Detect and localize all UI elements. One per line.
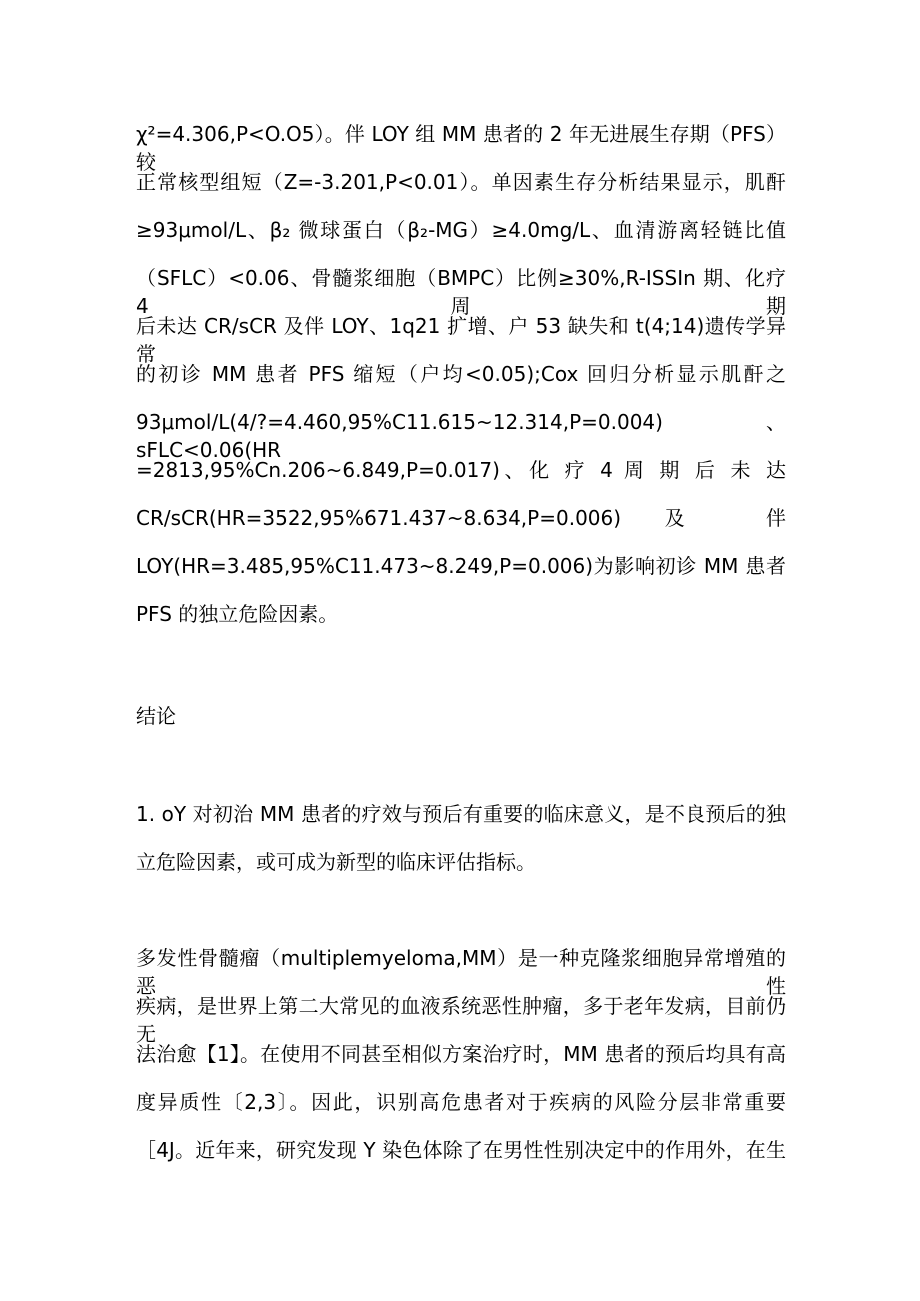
text-line: 93μmol/L(4/?=4.460,95%C11.615~12.314,P=0.004)、sFLC<0.06(HR bbox=[136, 410, 786, 462]
text-line: =2813,95%Cn.206~6.849,P=0.017)、化 疗 4 周 期 后 未 达 bbox=[136, 458, 786, 482]
text-line: 1. oY 对初治 MM 患者的疗效与预后有重要的临床意义，是不良预后的独 bbox=[136, 802, 786, 826]
section-heading-conclusion: 结论 bbox=[136, 704, 176, 728]
text-line: χ²=4.306,P<O.O5）。伴 LOY 组 MM 患者的 2 年无进展生存期（PFS）较 bbox=[136, 122, 786, 174]
text-line: （SFLC）<0.06、骨髓浆细胞（BMPC）比例≥30%,R-ISSIn 期、化疗 4 周期 bbox=[136, 266, 786, 318]
text-line: 的初诊 MM 患者 PFS 缩短（户均<0.05);Cox 回归分析显示肌酐之 bbox=[136, 362, 786, 386]
text-line: 疾病，是世界上第二大常见的血液系统恶性肿瘤，多于老年发病，目前仍无 bbox=[136, 994, 786, 1046]
text-line: LOY(HR=3.485,95%C11.473~8.249,P=0.006)为影响初诊 MM 患者 bbox=[136, 554, 786, 578]
text-line: 立危险因素，或可成为新型的临床评估指标。 bbox=[136, 850, 536, 874]
text-line: ［4J。近年来，研究发现 Y 染色体除了在男性性别决定中的作用外，在生 bbox=[136, 1138, 786, 1162]
text-line: 多发性骨髓瘤（multiplemyeloma,MM）是一种克隆浆细胞异常增殖的恶性 bbox=[136, 946, 786, 998]
text-line: 正常核型组短（Z=-3.201,P<0.01）。单因素生存分析结果显示，肌酐 bbox=[136, 170, 786, 194]
text-line: 法治愈【1】。在使用不同甚至相似方案治疗时，MM 患者的预后均具有高 bbox=[136, 1042, 786, 1066]
text-line: ≥93μmol/L、β₂ 微球蛋白（β₂-MG）≥4.0mg/L、血清游离轻链比值 bbox=[136, 218, 786, 242]
text-line: 后未达 CR/sCR 及伴 LOY、1q21 扩增、户 53 缺失和 t(4;14)遗传学异常 bbox=[136, 314, 786, 366]
text-line: CR/sCR(HR=3522,95%671.437~8.634,P=0.006) 及 伴 bbox=[136, 506, 786, 530]
text-line: PFS 的独立危险因素。 bbox=[136, 602, 339, 626]
text-line: 度异质性〔2,3〕。因此，识别高危患者对于疾病的风险分层非常重要 bbox=[136, 1090, 786, 1114]
